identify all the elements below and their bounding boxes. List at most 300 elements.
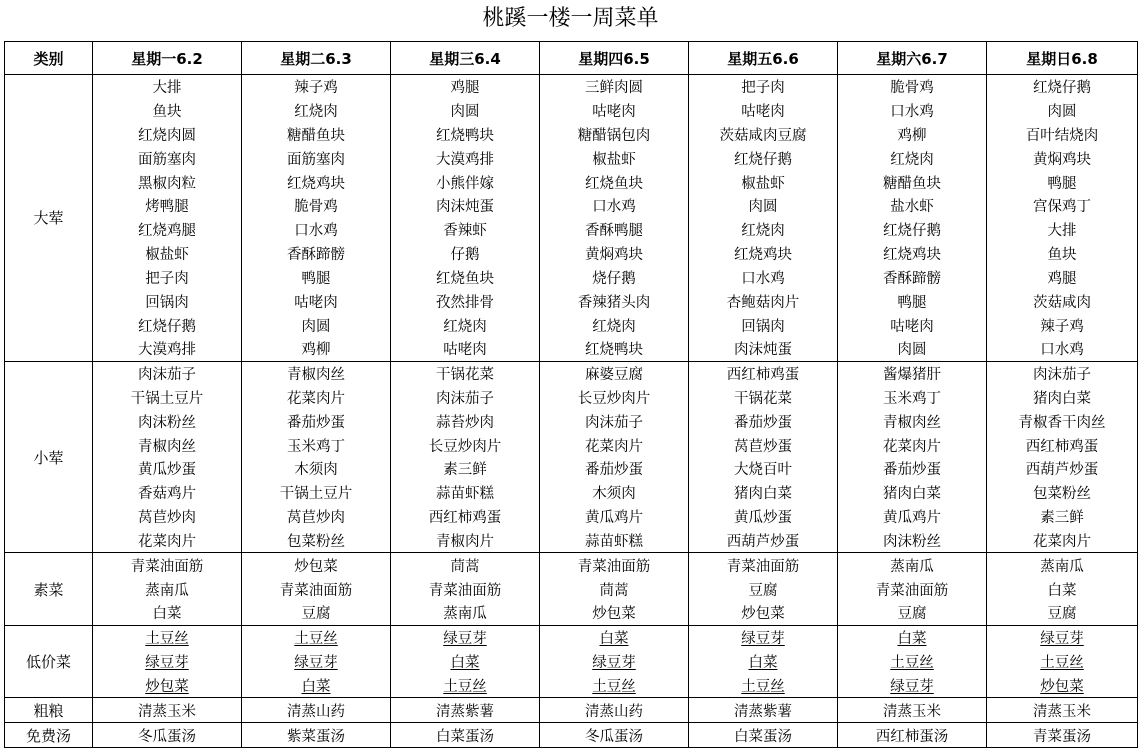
- dish-cell: [93, 409, 242, 433]
- dish-cell: [93, 337, 242, 361]
- dish-name: 炒包菜: [1040, 678, 1084, 695]
- dish-name: 青椒肉片: [436, 533, 494, 550]
- dish-cell: [838, 505, 987, 529]
- dish-name: 香辣虾: [443, 223, 487, 240]
- dish-cell: [391, 601, 540, 625]
- table-row: [5, 266, 1138, 290]
- dish-name: 红烧鸡块: [734, 247, 792, 264]
- dish-name: 玉米鸡丁: [287, 438, 345, 455]
- dish-name: 红烧肉: [443, 318, 487, 335]
- dish-name: 干锅花菜: [734, 391, 792, 408]
- dish-cell: [540, 170, 689, 194]
- dish-cell: [838, 266, 987, 290]
- dish-name: 面筋塞肉: [287, 151, 345, 168]
- dish-name: 鱼块: [1047, 247, 1077, 264]
- dish-cell: [93, 242, 242, 266]
- dish-name: 红烧仔鹅: [883, 223, 941, 240]
- dish-cell: [93, 553, 242, 577]
- table-row: [5, 99, 1138, 123]
- dish-cell: [838, 146, 987, 170]
- dish-name: 花菜肉片: [287, 391, 345, 408]
- dish-name: 香酥鸭腿: [585, 223, 643, 240]
- dish-cell: [391, 386, 540, 410]
- dish-cell: [242, 577, 391, 601]
- dish-name: 花菜肉片: [883, 438, 941, 455]
- dish-name: 肉圆: [450, 104, 480, 121]
- dish-cell: [242, 409, 391, 433]
- dish-name: 红烧鸭块: [436, 128, 494, 145]
- dish-name: 红烧鱼块: [585, 175, 643, 192]
- dish-cell: [93, 218, 242, 242]
- dish-name: 绿豆芽: [741, 631, 785, 648]
- dish-cell: [391, 170, 540, 194]
- dish-name: 脆骨鸡: [294, 199, 338, 216]
- dish-cell: [540, 481, 689, 505]
- dish-cell: [93, 723, 242, 748]
- dish-name: 大排: [1047, 223, 1077, 240]
- dish-cell: [540, 409, 689, 433]
- dish-name: 西葫芦炒蛋: [726, 533, 800, 550]
- dish-name: 肉沫粉丝: [883, 533, 941, 550]
- dish-cell: [838, 313, 987, 337]
- dish-name: 清蒸玉米: [138, 703, 196, 720]
- dish-cell: [838, 194, 987, 218]
- dish-cell: [987, 361, 1138, 385]
- dish-name: 香辣猪头肉: [577, 294, 651, 311]
- dish-cell: [689, 528, 838, 552]
- dish-name: 花菜肉片: [1033, 533, 1091, 550]
- dish-name: 糖醋鱼块: [287, 128, 345, 145]
- dish-cell: [987, 194, 1138, 218]
- dish-name: 干锅土豆片: [279, 486, 353, 503]
- dish-cell: [838, 218, 987, 242]
- dish-cell: [391, 433, 540, 457]
- dish-cell: [689, 481, 838, 505]
- dish-cell: [391, 625, 540, 649]
- dish-cell: [689, 99, 838, 123]
- dish-cell: [689, 242, 838, 266]
- dish-name: 仔鹅: [450, 247, 480, 264]
- dish-cell: [391, 698, 540, 723]
- dish-cell: [987, 409, 1138, 433]
- dish-cell: [242, 361, 391, 385]
- dish-name: 茼蒿: [599, 582, 629, 599]
- dish-name: 青菜油面筋: [279, 582, 353, 599]
- dish-name: 清蒸紫薯: [734, 703, 792, 720]
- dish-cell: [987, 386, 1138, 410]
- dish-cell: [391, 723, 540, 748]
- dish-name: 莴苣炒蛋: [734, 438, 792, 455]
- dish-name: 清蒸紫薯: [436, 703, 494, 720]
- dish-name: 面筋塞肉: [138, 151, 196, 168]
- dish-cell: [540, 289, 689, 313]
- dish-name: 木须肉: [592, 486, 636, 503]
- dish-cell: [987, 99, 1138, 123]
- dish-name: 麻婆豆腐: [585, 367, 643, 384]
- dish-name: 青椒肉丝: [883, 414, 941, 431]
- dish-cell: [242, 313, 391, 337]
- dish-cell: [689, 289, 838, 313]
- dish-name: 土豆丝: [443, 678, 487, 695]
- dish-cell: [93, 99, 242, 123]
- dish-name: 蒸南瓜: [1040, 558, 1084, 575]
- dish-name: 白菜蛋汤: [436, 728, 494, 745]
- dish-name: 红烧肉圆: [138, 128, 196, 145]
- table-row: [5, 698, 1138, 723]
- dish-name: 辣子鸡: [1040, 318, 1084, 335]
- table-row: [5, 577, 1138, 601]
- dish-cell: [93, 698, 242, 723]
- dish-name: 红烧肉: [294, 104, 338, 121]
- dish-cell: [540, 218, 689, 242]
- dish-name: 鸡腿: [450, 80, 480, 97]
- dish-cell: [242, 698, 391, 723]
- dish-name: 炒包菜: [145, 678, 189, 695]
- dish-name: 孜然排骨: [436, 294, 494, 311]
- dish-cell: [391, 505, 540, 529]
- dish-cell: [689, 601, 838, 625]
- dish-cell: [93, 266, 242, 290]
- day-header-thu: 星期四6.5: [540, 42, 689, 75]
- dish-cell: [838, 601, 987, 625]
- dish-cell: [391, 361, 540, 385]
- dish-name: 茨菇咸肉: [1033, 294, 1091, 311]
- dish-name: 白菜: [897, 631, 927, 648]
- dish-name: 绿豆芽: [592, 655, 636, 672]
- dish-cell: [838, 650, 987, 674]
- dish-cell: [987, 313, 1138, 337]
- dish-cell: [242, 337, 391, 361]
- dish-name: 青菜油面筋: [726, 558, 800, 575]
- dish-name: 蒜苔炒肉: [436, 414, 494, 431]
- dish-cell: [93, 528, 242, 552]
- dish-cell: [540, 625, 689, 649]
- dish-name: 鸭腿: [301, 270, 331, 287]
- dish-cell: [242, 723, 391, 748]
- dish-cell: [540, 650, 689, 674]
- dish-cell: [987, 123, 1138, 147]
- dish-name: 鱼块: [152, 104, 182, 121]
- dish-cell: [540, 99, 689, 123]
- category-cell: 小荤: [5, 361, 93, 553]
- dish-name: 茨菇咸肉豆腐: [719, 128, 807, 145]
- dish-name: 椒盐虾: [741, 175, 785, 192]
- dish-cell: [93, 289, 242, 313]
- category-cell: 免费汤: [5, 723, 93, 748]
- dish-name: 长豆炒肉片: [577, 391, 651, 408]
- dish-name: 青菜油面筋: [875, 582, 949, 599]
- table-row: [5, 528, 1138, 552]
- dish-name: 青椒肉丝: [138, 438, 196, 455]
- dish-name: 辣子鸡: [294, 80, 338, 97]
- dish-name: 黄瓜鸡片: [585, 510, 643, 527]
- table-row: [5, 723, 1138, 748]
- dish-cell: [242, 266, 391, 290]
- table-row: [5, 123, 1138, 147]
- dish-name: 青菜蛋汤: [1033, 728, 1091, 745]
- dish-cell: [689, 505, 838, 529]
- dish-name: 猪肉白菜: [1033, 391, 1091, 408]
- dish-cell: [242, 433, 391, 457]
- dish-cell: [838, 386, 987, 410]
- dish-name: 鸡柳: [897, 128, 927, 145]
- dish-cell: [391, 146, 540, 170]
- dish-name: 干锅土豆片: [130, 391, 204, 408]
- dish-name: 蒸南瓜: [443, 606, 487, 623]
- dish-name: 素三鲜: [443, 462, 487, 479]
- table-row: [5, 433, 1138, 457]
- dish-cell: [689, 553, 838, 577]
- category-cell: 粗粮: [5, 698, 93, 723]
- dish-name: 鸭腿: [1047, 175, 1077, 192]
- dish-name: 土豆丝: [741, 678, 785, 695]
- table-row: [5, 553, 1138, 577]
- dish-name: 西红柿鸡蛋: [726, 367, 800, 384]
- dish-cell: [838, 170, 987, 194]
- dish-cell: [987, 266, 1138, 290]
- dish-name: 豆腐: [748, 582, 778, 599]
- dish-name: 花菜肉片: [585, 438, 643, 455]
- dish-name: 咕咾肉: [890, 318, 934, 335]
- dish-name: 咕咾肉: [294, 294, 338, 311]
- dish-cell: [987, 433, 1138, 457]
- table-row: [5, 457, 1138, 481]
- dish-cell: [391, 289, 540, 313]
- category-header: 类别: [5, 42, 93, 75]
- dish-cell: [93, 313, 242, 337]
- dish-name: 咕咾肉: [741, 104, 785, 121]
- dish-name: 土豆丝: [294, 631, 338, 648]
- dish-name: 炒包菜: [592, 606, 636, 623]
- dish-name: 红烧鸭块: [585, 342, 643, 359]
- dish-cell: [93, 457, 242, 481]
- table-row: [5, 170, 1138, 194]
- dish-name: 肉圆: [1047, 104, 1077, 121]
- dish-cell: [838, 723, 987, 748]
- dish-cell: [242, 457, 391, 481]
- dish-cell: [93, 361, 242, 385]
- dish-cell: [391, 194, 540, 218]
- dish-cell: [838, 433, 987, 457]
- dish-cell: [838, 75, 987, 99]
- dish-name: 红烧肉: [741, 223, 785, 240]
- dish-name: 干锅花菜: [436, 367, 494, 384]
- dish-cell: [689, 409, 838, 433]
- dish-name: 土豆丝: [1040, 655, 1084, 672]
- dish-name: 大漠鸡排: [138, 342, 196, 359]
- dish-cell: [93, 625, 242, 649]
- dish-cell: [987, 698, 1138, 723]
- dish-name: 茼蒿: [450, 558, 480, 575]
- dish-name: 红烧鱼块: [436, 270, 494, 287]
- dish-cell: [540, 313, 689, 337]
- dish-name: 炒包菜: [294, 558, 338, 575]
- category-cell: 素菜: [5, 553, 93, 625]
- page-title: 桃蹊一楼一周菜单: [482, 6, 659, 31]
- dish-cell: [838, 528, 987, 552]
- dish-name: 番茄炒蛋: [585, 462, 643, 479]
- dish-cell: [689, 170, 838, 194]
- dish-cell: [689, 723, 838, 748]
- dish-name: 回锅肉: [145, 294, 189, 311]
- dish-cell: [540, 433, 689, 457]
- dish-name: 咕咾肉: [592, 104, 636, 121]
- dish-cell: [987, 146, 1138, 170]
- dish-name: 西红柿蛋汤: [875, 728, 949, 745]
- dish-name: 白菜蛋汤: [734, 728, 792, 745]
- dish-cell: [987, 528, 1138, 552]
- dish-name: 口水鸡: [741, 270, 785, 287]
- dish-name: 花菜肉片: [138, 533, 196, 550]
- day-header-fri: 星期五6.6: [689, 42, 838, 75]
- dish-cell: [987, 553, 1138, 577]
- dish-name: 蒸南瓜: [890, 558, 934, 575]
- table-row: [5, 218, 1138, 242]
- menu-body: [5, 75, 1138, 748]
- dish-cell: [93, 75, 242, 99]
- dish-cell: [391, 266, 540, 290]
- dish-name: 鸭腿: [897, 294, 927, 311]
- dish-name: 咕咾肉: [443, 342, 487, 359]
- dish-name: 蒸南瓜: [145, 582, 189, 599]
- dish-name: 绿豆芽: [294, 655, 338, 672]
- day-header-sun: 星期日6.8: [987, 42, 1138, 75]
- dish-cell: [987, 170, 1138, 194]
- dish-cell: [93, 505, 242, 529]
- dish-name: 宫保鸡丁: [1033, 199, 1091, 216]
- dish-cell: [242, 673, 391, 697]
- dish-cell: [540, 457, 689, 481]
- dish-cell: [689, 194, 838, 218]
- dish-name: 酱爆猪肝: [883, 367, 941, 384]
- dish-name: 豆腐: [301, 606, 331, 623]
- table-row: [5, 361, 1138, 385]
- table-row: [5, 194, 1138, 218]
- dish-cell: [540, 577, 689, 601]
- dish-name: 大烧百叶: [734, 462, 792, 479]
- dish-cell: [838, 99, 987, 123]
- dish-cell: [391, 337, 540, 361]
- dish-cell: [838, 242, 987, 266]
- header-row: [5, 42, 1138, 75]
- dish-name: 大漠鸡排: [436, 151, 494, 168]
- dish-cell: [242, 553, 391, 577]
- dish-name: 莴苣炒肉: [287, 510, 345, 527]
- category-cell: 大荤: [5, 75, 93, 362]
- dish-name: 红烧仔鹅: [1033, 80, 1091, 97]
- day-header-wed: 星期三6.4: [391, 42, 540, 75]
- dish-cell: [838, 361, 987, 385]
- dish-cell: [242, 289, 391, 313]
- dish-name: 番茄炒蛋: [734, 414, 792, 431]
- dish-name: 把子肉: [741, 80, 785, 97]
- dish-cell: [93, 146, 242, 170]
- dish-cell: [689, 457, 838, 481]
- table-row: [5, 409, 1138, 433]
- dish-name: 青椒香干肉丝: [1018, 414, 1106, 431]
- day-header-tue: 星期二6.3: [242, 42, 391, 75]
- dish-name: 肉沫茄子: [1033, 367, 1091, 384]
- weekly-menu-table: [4, 41, 1138, 748]
- dish-cell: [93, 577, 242, 601]
- table-row: [5, 650, 1138, 674]
- dish-name: 青菜油面筋: [577, 558, 651, 575]
- dish-name: 红烧鸡块: [883, 247, 941, 264]
- dish-cell: [242, 528, 391, 552]
- dish-name: 肉沫炖蛋: [436, 199, 494, 216]
- dish-cell: [987, 577, 1138, 601]
- dish-cell: [689, 673, 838, 697]
- dish-cell: [391, 75, 540, 99]
- dish-name: 西葫芦炒蛋: [1025, 462, 1099, 479]
- dish-cell: [987, 601, 1138, 625]
- dish-cell: [540, 528, 689, 552]
- dish-cell: [838, 553, 987, 577]
- dish-cell: [838, 457, 987, 481]
- dish-name: 素三鲜: [1040, 510, 1084, 527]
- dish-name: 肉沫茄子: [436, 391, 494, 408]
- dish-cell: [987, 337, 1138, 361]
- dish-name: 青椒肉丝: [287, 367, 345, 384]
- dish-name: 青菜油面筋: [428, 582, 502, 599]
- dish-cell: [838, 625, 987, 649]
- dish-cell: [540, 146, 689, 170]
- dish-cell: [838, 409, 987, 433]
- dish-name: 杏鲍菇肉片: [726, 294, 800, 311]
- dish-cell: [987, 242, 1138, 266]
- dish-name: 百叶结烧肉: [1025, 128, 1099, 145]
- dish-name: 白菜: [748, 655, 778, 672]
- table-row: [5, 289, 1138, 313]
- dish-cell: [689, 146, 838, 170]
- dish-name: 盐水虾: [890, 199, 934, 216]
- dish-name: 三鲜肉圆: [585, 80, 643, 97]
- dish-cell: [838, 289, 987, 313]
- dish-cell: [391, 313, 540, 337]
- dish-name: 白菜: [152, 606, 182, 623]
- table-row: [5, 505, 1138, 529]
- dish-name: 红烧肉: [592, 318, 636, 335]
- dish-name: 番茄炒蛋: [287, 414, 345, 431]
- dish-cell: [987, 481, 1138, 505]
- dish-name: 包菜粉丝: [287, 533, 345, 550]
- dish-cell: [689, 266, 838, 290]
- dish-cell: [391, 123, 540, 147]
- dish-name: 红烧鸡腿: [138, 223, 196, 240]
- dish-name: 紫菜蛋汤: [287, 728, 345, 745]
- dish-name: 豆腐: [897, 606, 927, 623]
- dish-name: 黑椒肉粒: [138, 175, 196, 192]
- dish-name: 土豆丝: [145, 631, 189, 648]
- dish-cell: [242, 601, 391, 625]
- dish-cell: [689, 650, 838, 674]
- dish-name: 糖醋锅包肉: [577, 128, 651, 145]
- dish-name: 包菜粉丝: [1033, 486, 1091, 503]
- dish-cell: [838, 673, 987, 697]
- dish-cell: [93, 673, 242, 697]
- dish-cell: [391, 242, 540, 266]
- dish-cell: [540, 553, 689, 577]
- dish-name: 鸡腿: [1047, 270, 1077, 287]
- dish-cell: [987, 457, 1138, 481]
- table-row: [5, 242, 1138, 266]
- dish-name: 口水鸡: [294, 223, 338, 240]
- dish-name: 口水鸡: [592, 199, 636, 216]
- dish-name: 黄瓜炒蛋: [138, 462, 196, 479]
- dish-cell: [987, 625, 1138, 649]
- dish-cell: [689, 625, 838, 649]
- dish-cell: [242, 123, 391, 147]
